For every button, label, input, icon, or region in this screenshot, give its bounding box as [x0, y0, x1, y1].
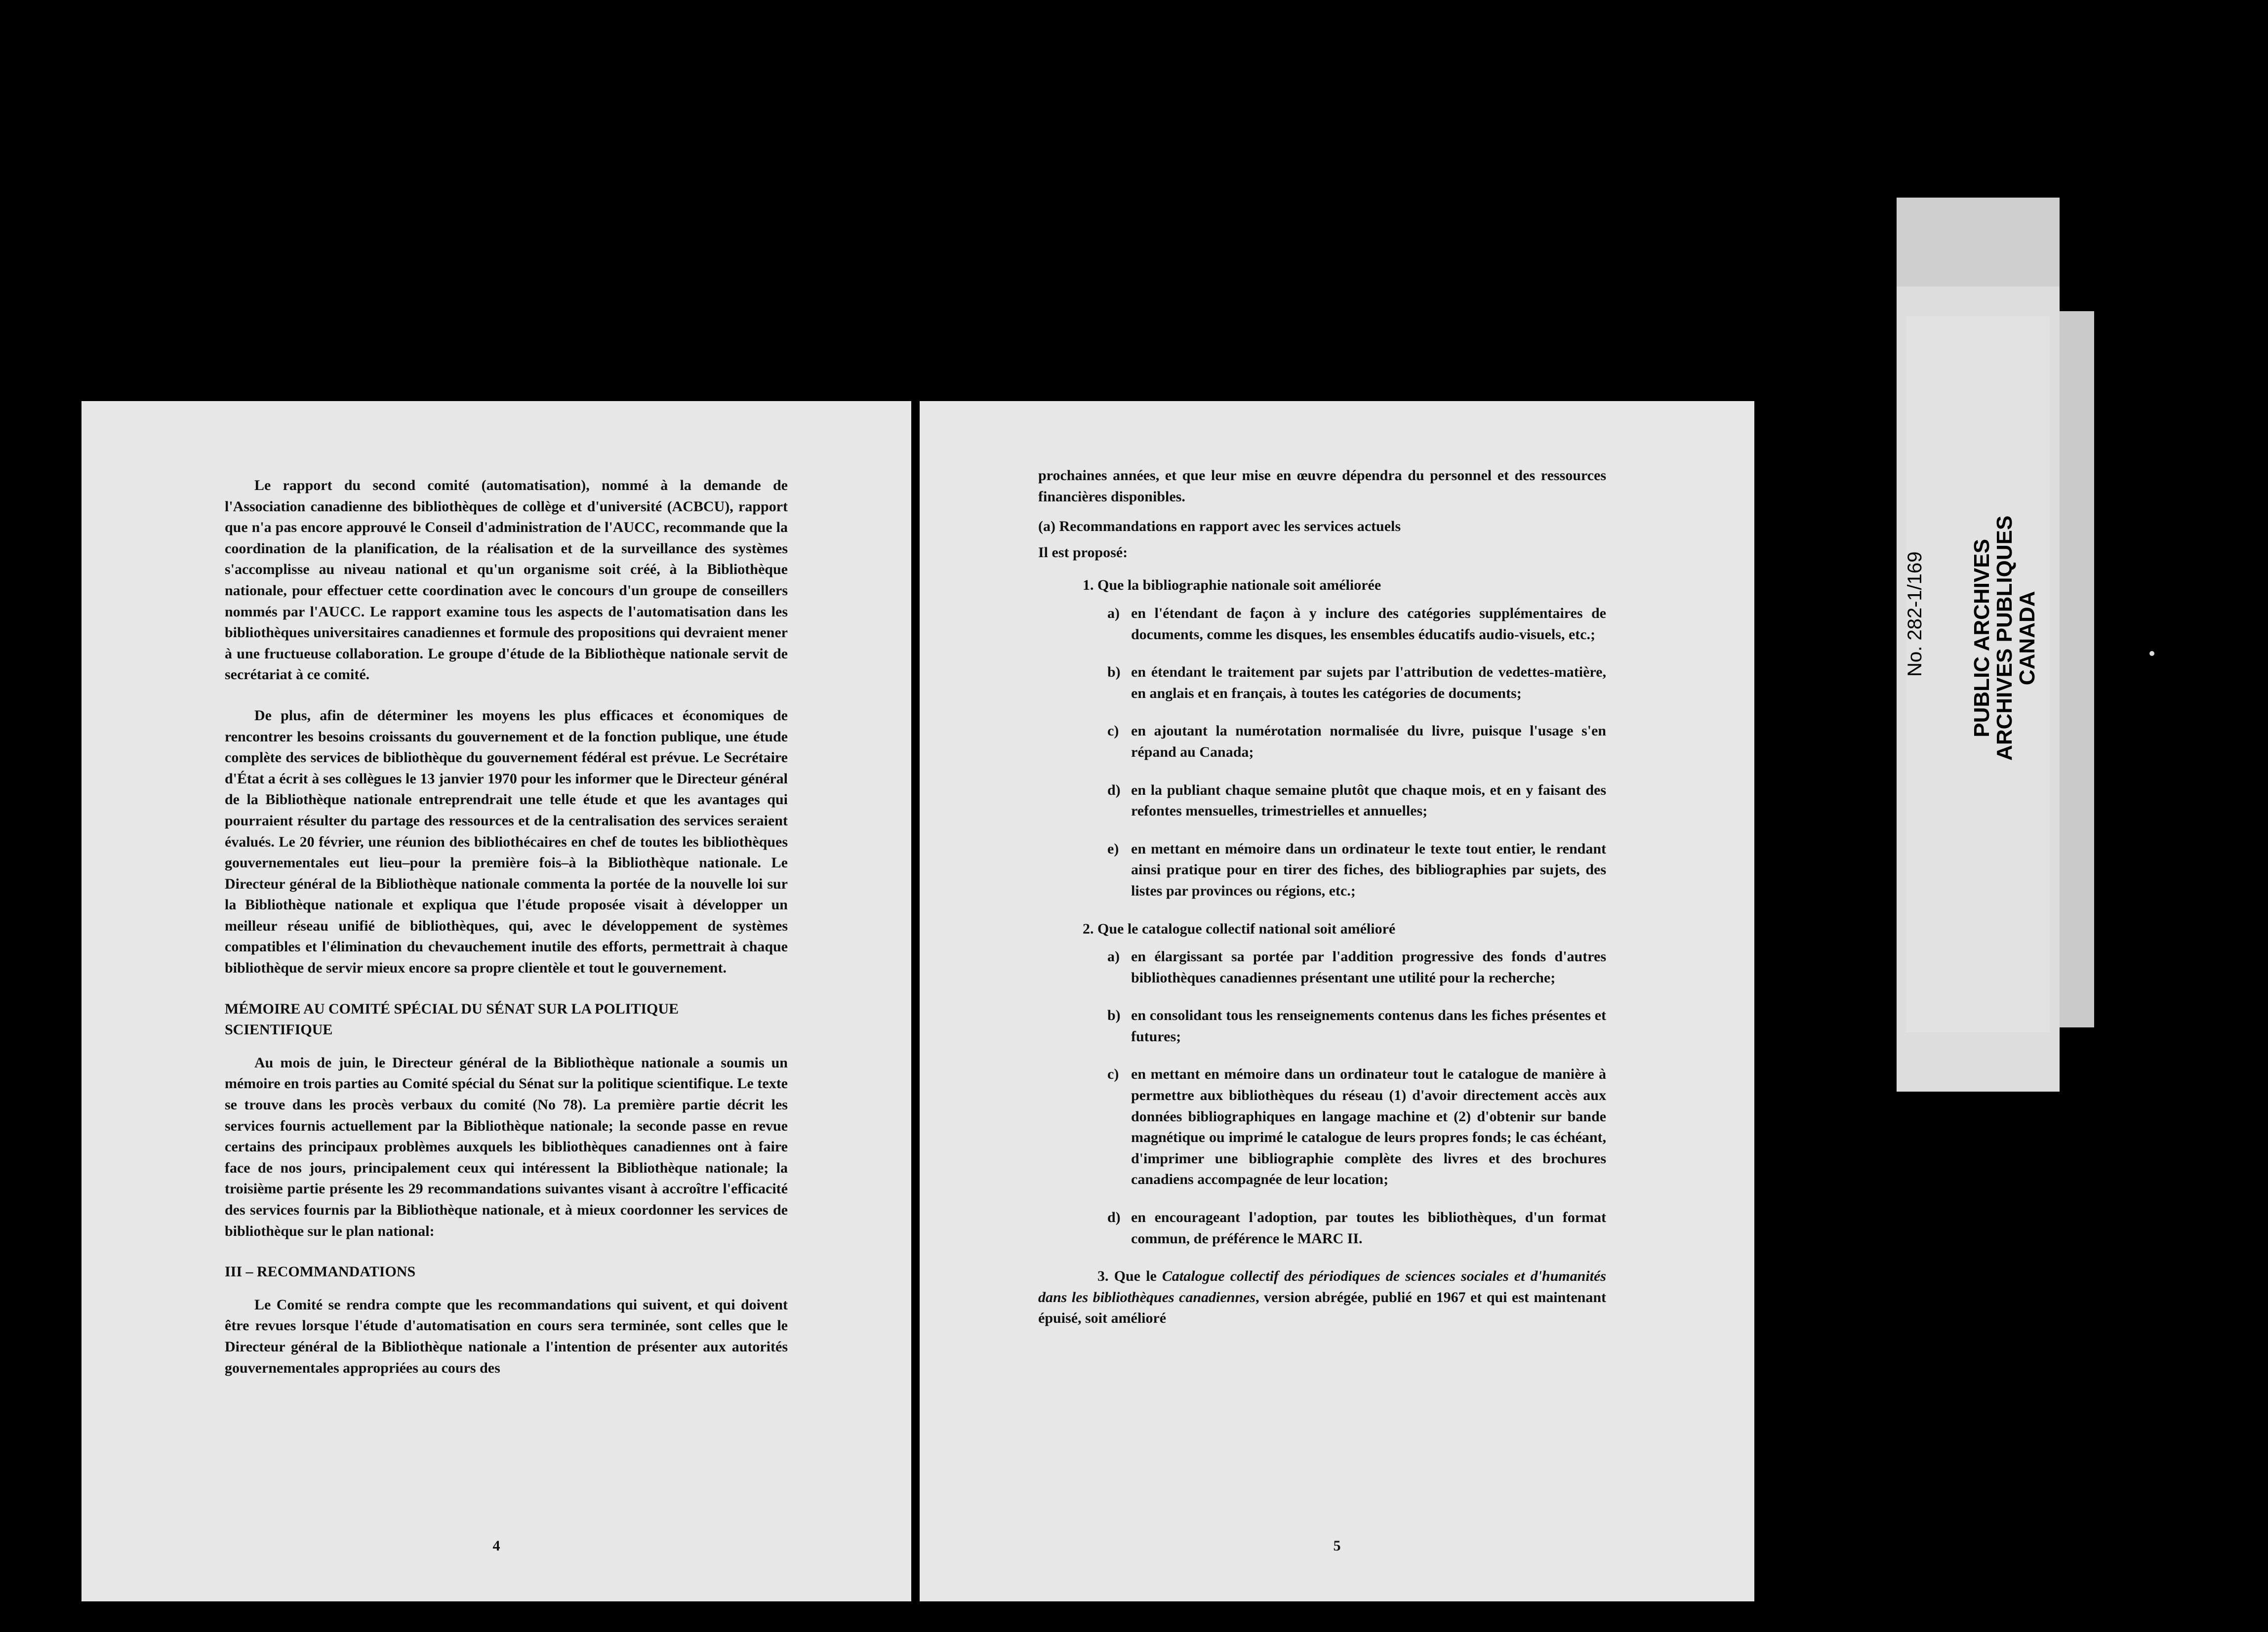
- speck: [2149, 651, 2154, 656]
- page-number-left: 4: [492, 1538, 500, 1554]
- rec3-title: Catalogue collectif des périodiques de sciences sociales et d'humanités dans les bibliothèques canadiennes: [1038, 1268, 1606, 1306]
- item-label: a): [1107, 605, 1120, 621]
- item-text: en mettant en mémoire dans un ordinateur le texte tout entier, le rendant ainsi pratique pour en tirer des fiches, des bibliographies par sujets, des listes par provinces ou régions, etc.;: [1131, 840, 1606, 899]
- item-text: en ajoutant la numérotation normalisée du livre, puisque l'usage s'en répand au Canada;: [1131, 723, 1606, 760]
- item-text: en encourageant l'adoption, par toutes les bibliothèques, d'un format commun, de préférence le MARC II.: [1131, 1209, 1606, 1247]
- stamp-line-2: ARCHIVES PUBLIQUES: [1992, 515, 2017, 761]
- item-label: e): [1107, 840, 1119, 857]
- archive-tab-band: [1897, 198, 2060, 286]
- item-label: c): [1107, 1066, 1119, 1083]
- recommendation-1: 1. Que la bibliographie nationale soit améliorée: [1083, 577, 1381, 594]
- list-item: [1107, 603, 1606, 645]
- senate-memo-heading: MÉMOIRE AU COMITÉ SPÉCIAL DU SÉNAT SUR LA POLITIQUE SCIENTIFIQUE: [225, 1000, 679, 1038]
- item-text: en l'étendant de façon à y inclure des catégories supplémentaires de documents, comme les disques, les ensembles éducatifs audio-visuels, etc.;: [1131, 605, 1606, 643]
- right-page: [920, 401, 1754, 1601]
- item-label: b): [1107, 664, 1121, 681]
- list-item: [1107, 1064, 1606, 1190]
- page-number-right: 5: [1333, 1538, 1341, 1554]
- list-item: [1107, 1207, 1606, 1249]
- item-label: c): [1107, 723, 1119, 739]
- item-label: a): [1107, 948, 1120, 965]
- item-label: d): [1107, 781, 1121, 798]
- left-paragraph-3: Au mois de juin, le Directeur général de la Bibliothèque nationale a soumis un mémoire en trois parties au Comité spécial du Sénat sur la politique scientifique. Le texte se trouve dans les procès verbaux du comité (No 78). La première partie décrit les services fournis actuellement par la Bibliothèque nationale; la seconde passe en revue certains des principaux problèmes auxquels les bibliothèques canadiennes ont à faire face de nos jours, principalement ceux qui intéressent la Bibliothèque nationale; la troisième partie présente les 29 recommandations suivantes visant à accroître l'efficacité des services fournis par la Bibliothèque nationale, et à mieux coordonner les services de bibliothèque sur le plan national:: [225, 1054, 788, 1239]
- recommendations-heading: III – RECOMMANDATIONS: [225, 1264, 416, 1280]
- item-label: b): [1107, 1007, 1121, 1024]
- list-item: [1107, 839, 1606, 902]
- rec3-suffix: , version abrégée, publié en 1967 et qui est maintenant épuisé, soit amélioré: [1038, 1289, 1606, 1327]
- archives-stamp: [1971, 516, 2039, 761]
- recommendation-2: 2. Que le catalogue collectif national soit amélioré: [1083, 920, 1396, 937]
- recommendation-2-list: [1038, 946, 1606, 1249]
- item-text: en la publiant chaque semaine plutôt que chaque mois, et en y faisant des refontes mensuelles, trimestrielles et annuelles;: [1131, 781, 1606, 819]
- left-paragraph-2: De plus, afin de déterminer les moyens les plus efficaces et économiques de rencontrer les besoins croissants du gouvernement et de la fonction publique, une étude complète des services de bibliothèque du gouvernement fédéral est prévue. Le Secrétaire d'État a écrit à ses collègues le 13 janvier 1970 pour les informer que le Directeur général de la Bibliothèque nationale entreprendrait une telle étude et que les avantages qui pourraient résulter du partage des ressources et de la centralisation des services seraient évalués. Le 20 février, une réunion des bibliothécaires en chef de toutes les bibliothèques gouvernementales eut lieu–pour la première fois–à la Bibliothèque nationale. Le Directeur général de la Bibliothèque nationale commenta la portée de la nouvelle loi sur la Bibliothèque nationale et expliqua que l'étude proposée visait à développer un meilleur réseau unifié de bibliothèques, qui, avec le développement de systèmes compatibles et l'élimination du chevauchement inutile des efforts, permettrait à chaque bibliothèque de servir mieux encore sa propre clientèle et tout le gouvernement.: [225, 707, 788, 977]
- stamp-line-3: CANADA: [2015, 591, 2040, 686]
- list-item: [1107, 662, 1606, 704]
- item-text: en étendant le traitement par sujets par l'attribution de vedettes-matière, en anglais et en français, à toutes les catégories de documents;: [1131, 664, 1606, 701]
- rec3-prefix: 3. Que le: [1097, 1268, 1162, 1285]
- services-subheading: (a) Recommandations en rapport avec les services actuels: [1038, 518, 1401, 535]
- left-paragraph-4: Le Comité se rendra compte que les recommandations qui suivent, et qui doivent être revues lorsque l'étude d'automatisation en cours sera terminée, sont celles que le Directeur général de la Bibliothèque nationale a l'intention de présenter aux autorités gouvernementales appropriées au cours des: [225, 1296, 788, 1376]
- item-text: en élargissant sa portée par l'addition progressive des fonds d'autres bibliothèques canadiennes présentant une utilité pour la recherche;: [1131, 948, 1606, 986]
- archive-tab-edge: [2060, 311, 2094, 1027]
- list-item: [1107, 721, 1606, 763]
- list-item: [1107, 780, 1606, 822]
- left-paragraph-1: Le rapport du second comité (automatisation), nommé à la demande de l'Association canadienne des bibliothèques de collège et d'université (ACBCU), rapport que n'a pas encore approuvé le Conseil d'administration de l'AUCC, recommande que la coordination de la planification, de la réalisation et de la surveillance des systèmes s'accomplisse au niveau national et qu'un organisme soit créé, à la Bibliothèque nationale, pour effectuer cette coordination avec le concours d'un groupe de conseillers nommés par l'AUCC. Le rapport examine tous les aspects de l'automatisation dans les bibliothèques universitaires canadiennes et formule des propositions qui devraient mener à une fructueuse collaboration. Le groupe d'étude de la Bibliothèque nationale servit de secrétariat à ce comité.: [225, 477, 788, 683]
- archive-reference-number: No. 282-1/169: [1904, 551, 1926, 677]
- list-item: [1107, 1005, 1606, 1047]
- recommendation-1-list: [1038, 603, 1606, 902]
- left-page: [81, 401, 911, 1601]
- recommendation-3: [1038, 1266, 1606, 1329]
- item-text: en mettant en mémoire dans un ordinateur tout le catalogue de manière à permettre aux bibliothèques du réseau (1) d'avoir directement accès aux données bibliographiques en langage machine et (2) d'obtenir sur bande magnétique ou imprimé le catalogue de leurs propres fonds; le cas échéant, d'imprimer une bibliographie complète des livres et des brochures canadiens accompagnée de leur location;: [1131, 1066, 1606, 1188]
- stamp-line-1: PUBLIC ARCHIVES: [1970, 538, 1994, 737]
- list-item: [1107, 946, 1606, 988]
- item-text: en consolidant tous les renseignements contenus dans les fiches présentes et futures;: [1131, 1007, 1606, 1045]
- proposed-label: Il est proposé:: [1038, 544, 1128, 561]
- item-label: d): [1107, 1209, 1121, 1226]
- right-intro: prochaines années, et que leur mise en œuvre dépendra du personnel et des ressources financières disponibles.: [1038, 467, 1606, 505]
